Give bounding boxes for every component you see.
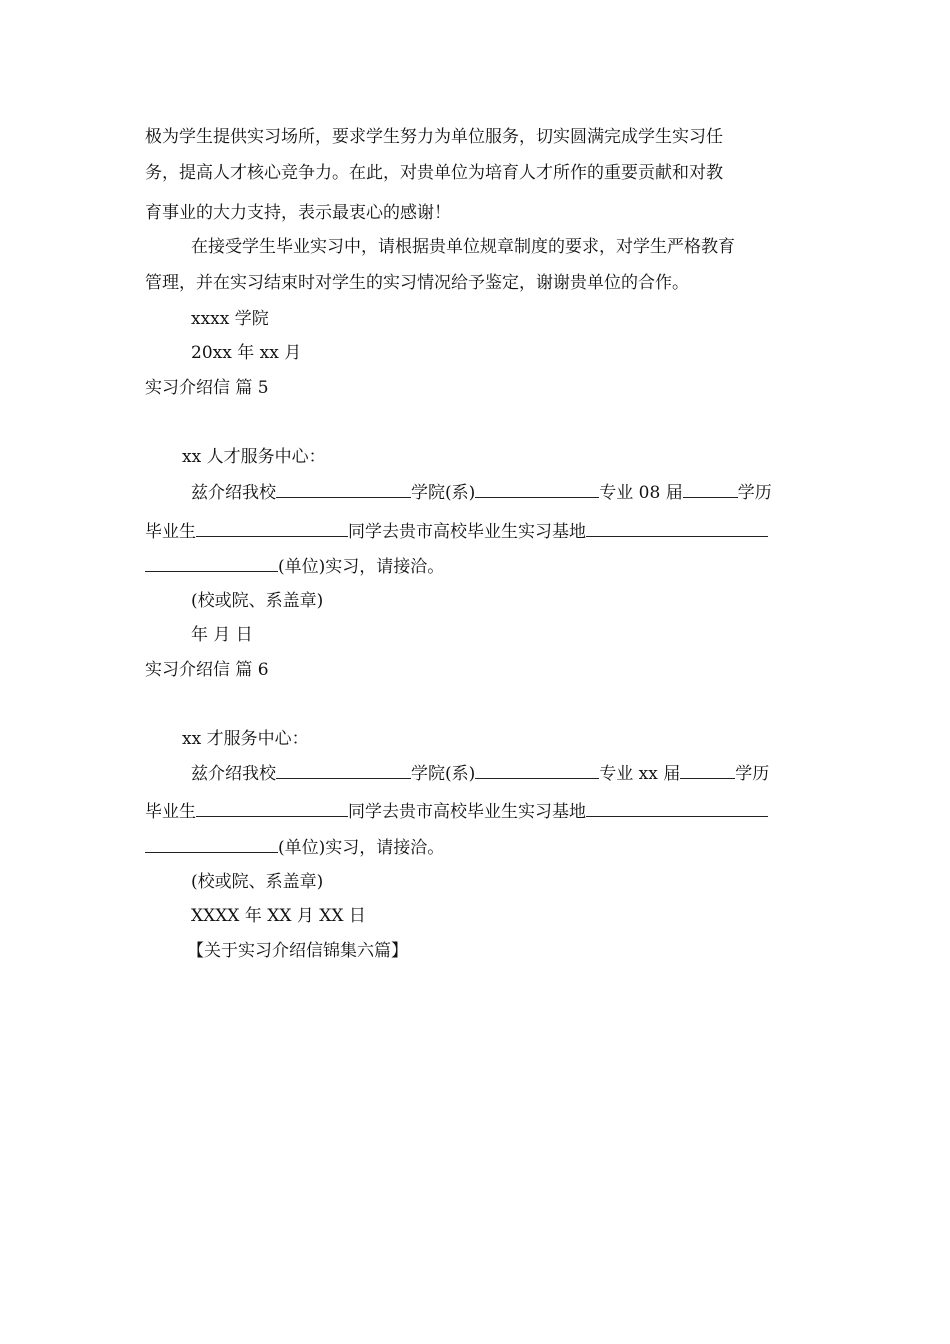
- blank-major: [475, 481, 599, 498]
- letter-5-stamp: (校或院、系盖章): [191, 591, 324, 611]
- blank-student: [196, 520, 348, 537]
- paragraph-1-line-2: 务，提高人才核心竞争力。在此，对贵单位为培育人才所作的重要贡献和对教: [145, 163, 723, 183]
- letter-5-addressee: xx 人才服务中心：: [182, 447, 326, 467]
- letter-6-body-1b: 学院(系): [411, 764, 476, 784]
- blank-degree: [680, 762, 735, 779]
- letter-5-body-1c: 专业 08 届: [599, 483, 683, 503]
- signature-date: 20xx 年 xx 月: [191, 343, 302, 363]
- letter-6-stamp: (校或院、系盖章): [191, 872, 324, 892]
- blank-unit: [145, 836, 278, 853]
- letter-6-addressee: xx 才服务中心：: [182, 729, 309, 749]
- blank-student: [196, 800, 348, 817]
- article-footer-title: 【关于实习介绍信锦集六篇】: [187, 941, 408, 961]
- blank-degree: [683, 481, 738, 498]
- letter-5-body-line-3: [145, 555, 444, 578]
- letter-5-heading: 实习介绍信 篇 5: [145, 378, 269, 398]
- letter-6-body-line-1: [191, 762, 769, 785]
- letter-6-heading: 实习介绍信 篇 6: [145, 660, 269, 680]
- paragraph-2-line-2: 管理，并在实习结束时对学生的实习情况给予鉴定，谢谢贵单位的合作。: [145, 273, 689, 293]
- letter-6-body-2a: 毕业生: [145, 802, 196, 822]
- paragraph-1-line-3: 育事业的大力支持，表示最衷心的感谢！: [145, 203, 451, 223]
- letter-5-body-1b: 学院(系): [411, 483, 476, 503]
- letter-6-body-line-2: [145, 800, 768, 823]
- letter-5-body-3: (单位)实习，请接洽。: [278, 557, 445, 577]
- letter-6-date: XXXX 年 XX 月 XX 日: [191, 906, 366, 926]
- letter-5-body-2b: 同学去贵市高校毕业生实习基地: [348, 522, 586, 542]
- letter-6-body-line-3: [145, 836, 444, 859]
- blank-base: [586, 520, 768, 537]
- blank-school: [276, 762, 411, 779]
- letter-6-body-1d: 学历: [735, 764, 770, 784]
- signature-school: xxxx 学院: [191, 309, 269, 329]
- letter-5-date: 年 月 日: [191, 625, 253, 645]
- blank-major: [475, 762, 599, 779]
- blank-base: [586, 800, 768, 817]
- letter-5-body-1a: 兹介绍我校: [191, 483, 276, 503]
- letter-5-body-line-2: [145, 520, 768, 543]
- letter-6-body-1c: 专业 xx 届: [599, 764, 681, 784]
- paragraph-2-line-1: 在接受学生毕业实习中，请根据贵单位规章制度的要求，对学生严格教育: [191, 237, 735, 257]
- paragraph-1-line-1: 极为学生提供实习场所，要求学生努力为单位服务，切实圆满完成学生实习任: [145, 127, 723, 147]
- letter-6-body-3: (单位)实习，请接洽。: [278, 838, 445, 858]
- blank-school: [276, 481, 411, 498]
- letter-5-body-line-1: [191, 481, 772, 504]
- letter-6-body-2b: 同学去贵市高校毕业生实习基地: [348, 802, 586, 822]
- letter-5-body-2a: 毕业生: [145, 522, 196, 542]
- letter-5-body-1d: 学历: [737, 483, 772, 503]
- letter-6-body-1a: 兹介绍我校: [191, 764, 276, 784]
- blank-unit: [145, 555, 278, 572]
